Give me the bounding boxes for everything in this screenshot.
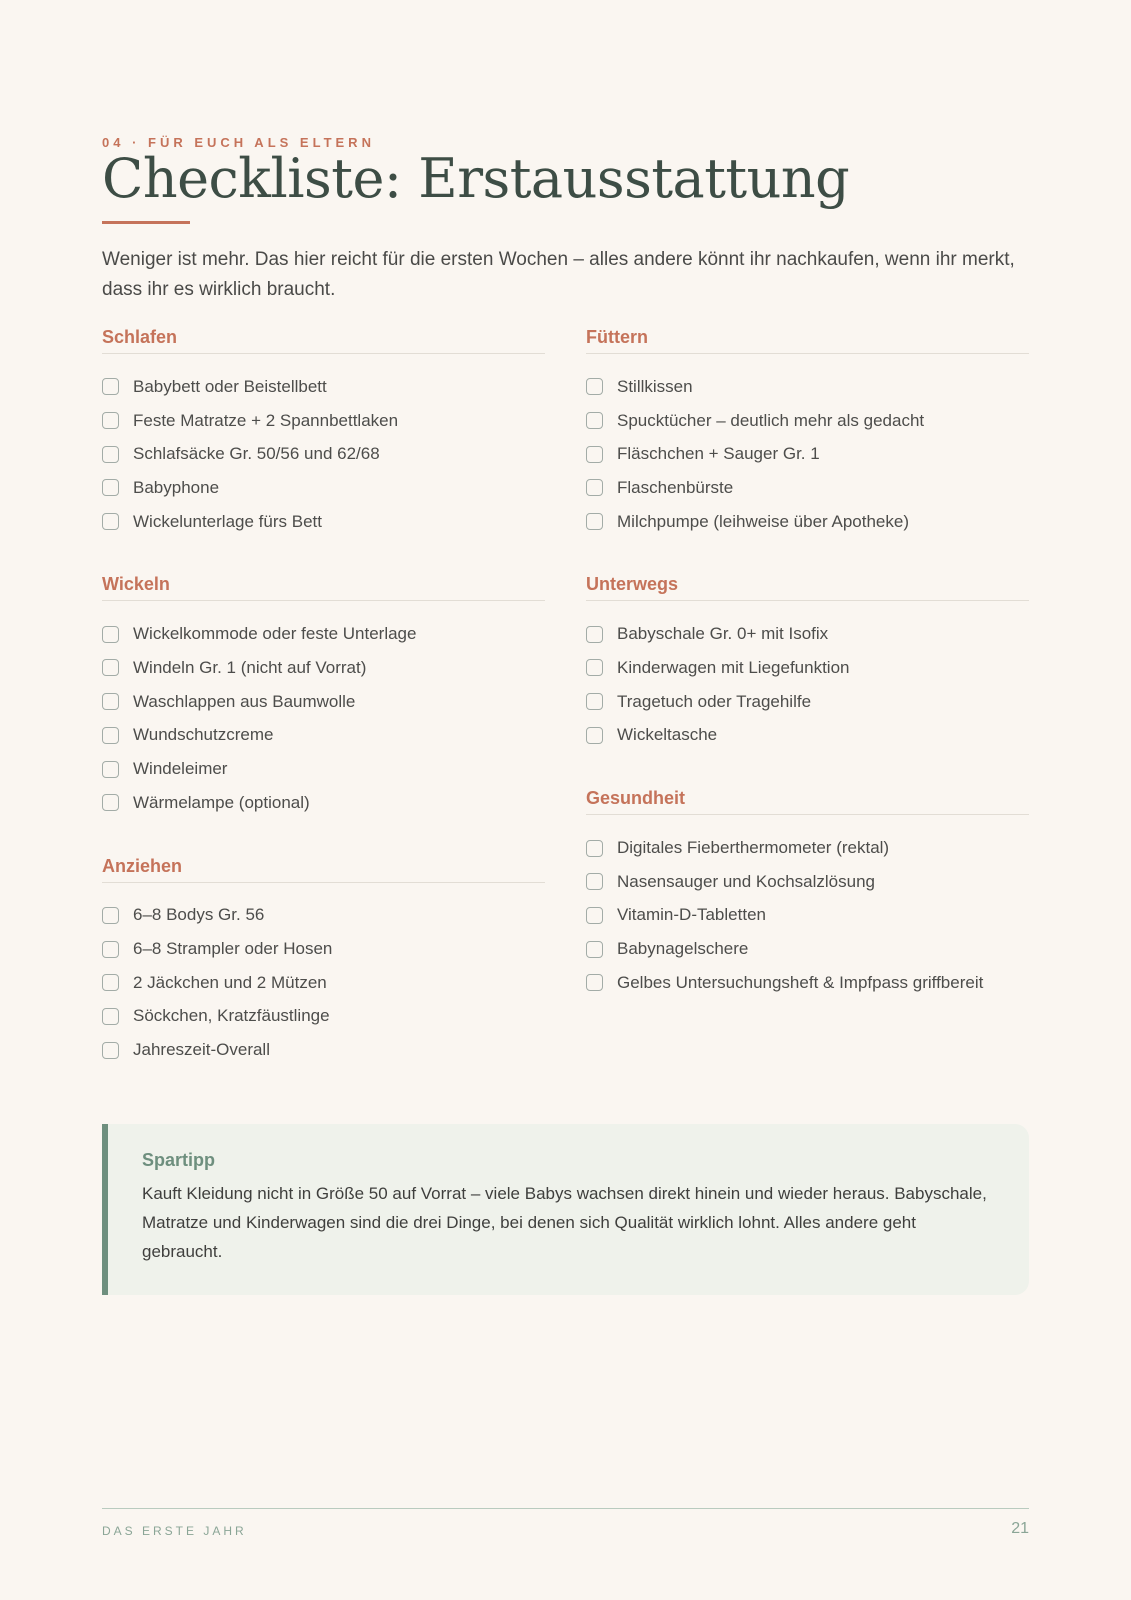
checklist-item xyxy=(102,1033,545,1067)
checkbox[interactable] xyxy=(102,378,119,395)
checklist-item-label: Flaschenbürste xyxy=(617,477,734,497)
checklist-item xyxy=(586,966,1029,1000)
section-title: Unterwegs xyxy=(586,569,1029,601)
section-fuettern xyxy=(586,322,1029,538)
section-title: Schlafen xyxy=(102,322,545,354)
checklist-item xyxy=(586,471,1029,505)
checkbox[interactable] xyxy=(586,626,603,643)
checklist-item-label: Milchpumpe (leihweise über Apotheke) xyxy=(617,511,909,531)
checklist-item xyxy=(102,719,545,753)
checklist-item-label: Wärmelampe (optional) xyxy=(133,792,310,812)
checklist-item xyxy=(102,786,545,820)
checklist-item-label: Digitales Fieberthermometer (rektal) xyxy=(617,838,890,858)
savings-tip-box xyxy=(102,1124,1029,1295)
section-wickeln xyxy=(102,569,545,819)
checklist-item-label: Waschlappen aus Baumwolle xyxy=(133,691,356,711)
checklist-item xyxy=(102,966,545,1000)
checklist-items xyxy=(586,370,1029,538)
checkbox[interactable] xyxy=(586,659,603,676)
checklist-column-right xyxy=(586,322,1029,1031)
checklist-item-label: Wundschutzcreme xyxy=(133,725,274,745)
page-title: Checkliste: Erstausstattung xyxy=(102,147,850,210)
checkbox[interactable] xyxy=(102,974,119,991)
checkbox[interactable] xyxy=(586,974,603,991)
checklist-item xyxy=(586,404,1029,438)
checkbox[interactable] xyxy=(586,513,603,530)
checkbox[interactable] xyxy=(102,941,119,958)
checklist-item xyxy=(102,471,545,505)
checkbox[interactable] xyxy=(586,693,603,710)
checklist-item xyxy=(102,932,545,966)
checkbox[interactable] xyxy=(102,446,119,463)
checklist-item-label: Babynagelschere xyxy=(617,939,749,959)
checkbox[interactable] xyxy=(102,794,119,811)
checklist-item xyxy=(586,831,1029,865)
checklist-item-label: Stillkissen xyxy=(617,376,693,396)
checklist-item xyxy=(102,617,545,651)
checkbox[interactable] xyxy=(102,907,119,924)
checklist-item xyxy=(586,370,1029,404)
checkbox[interactable] xyxy=(586,446,603,463)
checklist-item-label: 2 Jäckchen und 2 Mützen xyxy=(133,972,327,992)
checkbox[interactable] xyxy=(102,727,119,744)
footer-book-title: DAS ERSTE JAHR xyxy=(102,1524,247,1538)
checklist-item-label: Wickelunterlage fürs Bett xyxy=(133,511,322,531)
checklist-item xyxy=(586,505,1029,539)
checklist-item xyxy=(102,437,545,471)
tip-title: Spartipp xyxy=(142,1150,216,1170)
section-title: Gesundheit xyxy=(586,783,1029,815)
checklist-item xyxy=(102,505,545,539)
checkbox[interactable] xyxy=(586,840,603,857)
checklist-item xyxy=(102,685,545,719)
checklist-item xyxy=(102,651,545,685)
checklist-item-label: Spucktücher – deutlich mehr als gedacht xyxy=(617,410,925,430)
checklist-item-label: Nasensauger und Kochsalzlösung xyxy=(617,871,876,891)
section-title: Anziehen xyxy=(102,851,545,883)
checklist-item-label: Schlafsäcke Gr. 50/56 und 62/68 xyxy=(133,444,380,464)
footer-divider xyxy=(102,1508,1029,1509)
checklist-item xyxy=(102,370,545,404)
checkbox[interactable] xyxy=(586,873,603,890)
intro-text: Weniger ist mehr. Das hier reicht für die ersten Wochen – alles andere könnt ihr nachkaufen, wenn ihr merkt, dass ihr es wirklich braucht. xyxy=(102,249,1015,300)
section-unterwegs xyxy=(586,569,1029,752)
section-schlafen xyxy=(102,322,545,538)
checklist-item xyxy=(586,685,1029,719)
checklist-item-label: Jahreszeit-Overall xyxy=(133,1040,270,1060)
checklist-item xyxy=(586,651,1029,685)
checkbox[interactable] xyxy=(102,513,119,530)
checkbox[interactable] xyxy=(102,1008,119,1025)
checklist-item-label: Vitamin-D-Tabletten xyxy=(617,905,766,925)
checklist-item xyxy=(586,932,1029,966)
chapter-eyebrow: 04 · FÜR EUCH ALS ELTERN xyxy=(102,135,375,150)
checklist-item-label: 6–8 Bodys Gr. 56 xyxy=(133,905,265,925)
section-gesundheit xyxy=(586,783,1029,999)
checklist-item xyxy=(586,719,1029,753)
checkbox[interactable] xyxy=(586,941,603,958)
checklist-items xyxy=(102,899,545,1067)
checklist-items xyxy=(586,617,1029,752)
checklist-item xyxy=(102,404,545,438)
checklist-items xyxy=(586,831,1029,999)
checkbox[interactable] xyxy=(102,761,119,778)
checklist-item xyxy=(586,437,1029,471)
checklist-items xyxy=(102,370,545,538)
checklist-column-left xyxy=(102,322,545,1098)
checklist-item-label: Windeleimer xyxy=(133,759,228,779)
tip-text: Kauft Kleidung nicht in Größe 50 auf Vorrat – viele Babys wachsen direkt hinein und wieder heraus. Babyschale, Matratze und Kinderwagen sind die drei Dinge, bei denen sich Qualität wirklich lohnt. Alles andere geht gebraucht. xyxy=(142,1184,987,1261)
checklist-items xyxy=(102,617,545,819)
section-title: Füttern xyxy=(586,322,1029,354)
checklist-item-label: Babyschale Gr. 0+ mit Isofix xyxy=(617,624,829,644)
checkbox[interactable] xyxy=(102,693,119,710)
title-underline xyxy=(102,221,190,224)
checklist-item xyxy=(586,865,1029,899)
checkbox[interactable] xyxy=(102,626,119,643)
checklist-item-label: Wickeltasche xyxy=(617,725,718,745)
checklist-item xyxy=(102,899,545,933)
checkbox[interactable] xyxy=(102,1042,119,1059)
checkbox[interactable] xyxy=(586,907,603,924)
checklist-item xyxy=(586,899,1029,933)
checklist-item-label: 6–8 Strampler oder Hosen xyxy=(133,939,333,959)
checklist-item-label: Kinderwagen mit Liegefunktion xyxy=(617,657,850,677)
checkbox[interactable] xyxy=(586,479,603,496)
checklist-item-label: Feste Matratze + 2 Spannbettlaken xyxy=(133,410,399,430)
checklist-item-label: Tragetuch oder Tragehilfe xyxy=(617,691,812,711)
checkbox[interactable] xyxy=(102,412,119,429)
checklist-item-label: Fläschchen + Sauger Gr. 1 xyxy=(617,444,820,464)
checklist-item-label: Windeln Gr. 1 (nicht auf Vorrat) xyxy=(133,657,367,677)
checklist-item-label: Babybett oder Beistellbett xyxy=(133,376,327,396)
checkbox[interactable] xyxy=(586,727,603,744)
checklist-item xyxy=(586,617,1029,651)
section-anziehen xyxy=(102,851,545,1067)
checklist-item-label: Gelbes Untersuchungsheft & Impfpass griffbereit xyxy=(617,972,984,992)
section-title: Wickeln xyxy=(102,569,545,601)
checkbox[interactable] xyxy=(586,378,603,395)
checklist-item xyxy=(102,1000,545,1034)
checklist-item-label: Babyphone xyxy=(133,477,220,497)
checkbox[interactable] xyxy=(102,479,119,496)
checkbox[interactable] xyxy=(102,659,119,676)
checklist-item-label: Wickelkommode oder feste Unterlage xyxy=(133,624,417,644)
checklist-item-label: Söckchen, Kratzfäustlinge xyxy=(133,1006,330,1026)
checklist-item xyxy=(102,752,545,786)
page-number: 21 xyxy=(1011,1520,1029,1537)
checkbox[interactable] xyxy=(586,412,603,429)
